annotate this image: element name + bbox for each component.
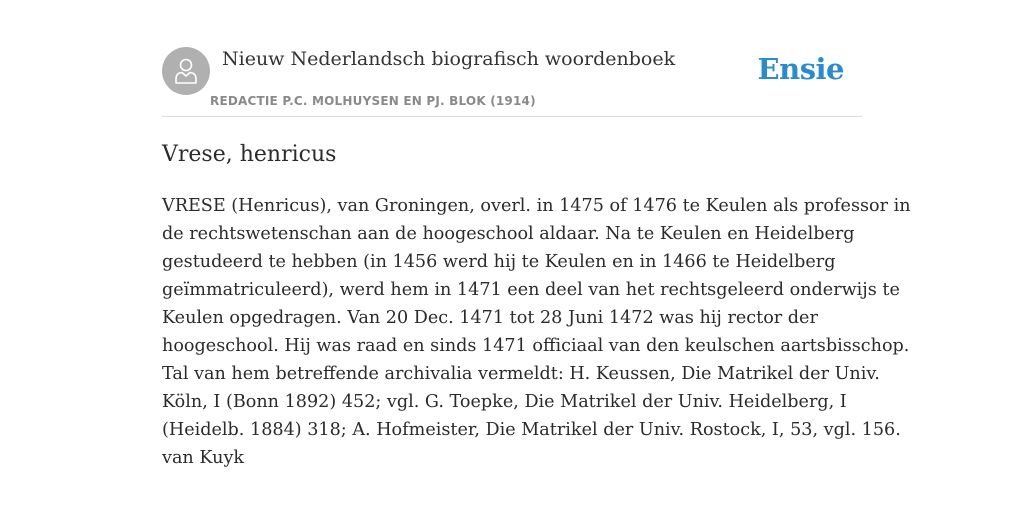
entry-line: de rechtswetenschan aan de hoogeschool aldaar. Na te Keulen en Heidelberg bbox=[162, 224, 855, 244]
avatar[interactable] bbox=[162, 47, 210, 95]
entry-line: Köln, I (Bonn 1892) 452; vgl. G. Toepke, Die Matrikel der Univ. Heidelberg, I bbox=[162, 392, 847, 412]
entry-line: (Heidelb. 1884) 318; A. Hofmeister, Die Matrikel der Univ. Rostock, I, 53, vgl. 156. bbox=[162, 420, 901, 440]
entry-line: VRESE (Henricus), van Groningen, overl. in 1475 of 1476 te Keulen als professor in bbox=[162, 196, 911, 216]
source-editors: REDACTIE P.C. MOLHUYSEN EN PJ. BLOK (1914) bbox=[210, 94, 536, 108]
entry-line: gestudeerd te hebben (in 1456 werd hij te Keulen en in 1466 te Heidelberg bbox=[162, 252, 836, 272]
ensie-logo[interactable]: Ensie bbox=[757, 52, 844, 86]
entry-author: van Kuyk bbox=[162, 448, 245, 468]
entry-title: Vrese, henricus bbox=[162, 142, 337, 167]
entry-line: Keulen opgedragen. Van 20 Dec. 1471 tot 28 Juni 1472 was hij rector der bbox=[162, 308, 818, 328]
entry-body bbox=[162, 192, 911, 472]
source-title[interactable]: Nieuw Nederlandsch biografisch woordenboek bbox=[222, 48, 676, 70]
entry-line: geïmmatriculeerd), werd hem in 1471 een deel van het rechtsgeleerd onderwijs te bbox=[162, 280, 900, 300]
user-icon bbox=[174, 57, 198, 85]
entry-line: Tal van hem betreffende archivalia vermeldt: H. Keussen, Die Matrikel der Univ. bbox=[162, 364, 880, 384]
entry-line: hoogeschool. Hij was raad en sinds 1471 officiaal van den keulschen aartsbisschop. bbox=[162, 336, 910, 356]
source-header bbox=[162, 46, 862, 117]
